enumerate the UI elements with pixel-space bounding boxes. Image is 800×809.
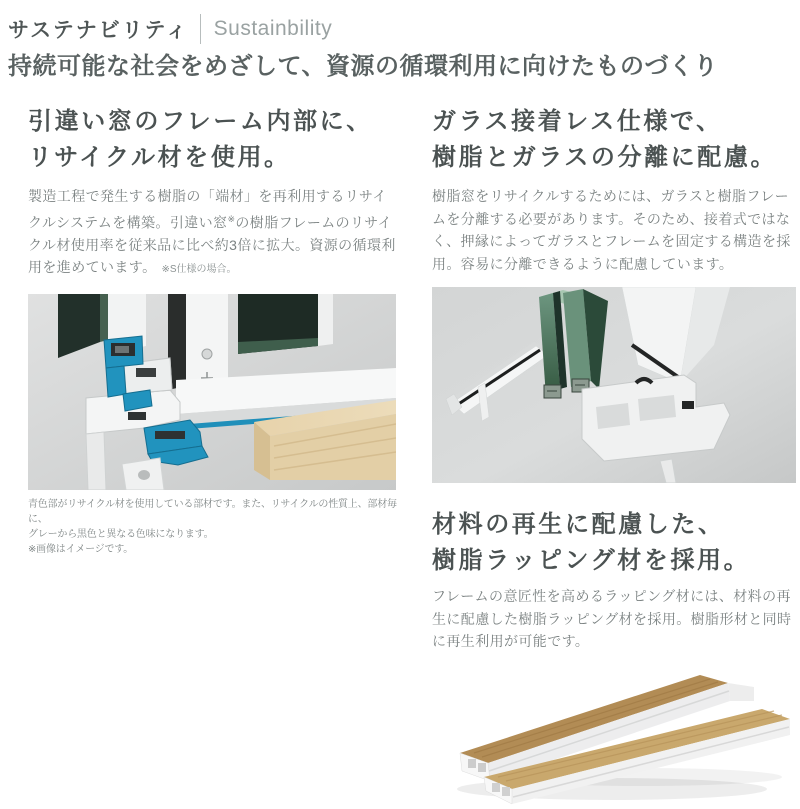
recycled-frame-cutaway-illustration <box>28 294 396 490</box>
recycled-material-body <box>28 185 396 282</box>
body-text: 製造工程で発生する樹脂の「端材」を再利用するリサイクルシステムを構築。引違い窓 <box>28 188 387 231</box>
footnote: ※S仕様の場合。 <box>161 264 237 276</box>
recycled-frame-cutaway-figure <box>28 294 396 490</box>
wood-wrapping-profiles-figure <box>432 659 796 809</box>
page-title-japanese: サステナビリティ <box>8 19 189 42</box>
heading-line-1: ガラス接着レス仕様で、 <box>432 108 723 135</box>
caption-line-3: ※画像はイメージです。 <box>28 543 134 555</box>
heading-line-2: 樹脂ラッピング材を採用。 <box>432 547 751 574</box>
section-glass-separation <box>432 104 796 483</box>
body-text: の樹脂フレームのリサイクル材使用率を従来品に比べ約3倍に拡大。資源の循環利用を進めています。 <box>28 214 396 276</box>
caption-line-2: グレーから黒色と異なる色味になります。 <box>28 528 214 540</box>
wrapping-material-body: フレームの意匠性を高めるラッピング材には、材料の再生に配慮した樹脂ラッピング材を採用。樹脂形材と同時に再生利用が可能です。 <box>432 588 792 649</box>
reference-mark: ※ <box>227 213 236 224</box>
recycled-material-heading <box>28 104 396 176</box>
page-header <box>0 0 800 46</box>
image-caption <box>28 497 408 557</box>
section-wrapping-material <box>432 507 796 809</box>
heading-line-1: 引違い窓のフレーム内部に、 <box>28 108 373 135</box>
wood-wrapping-profiles-illustration <box>432 659 796 809</box>
glass-separation-heading <box>432 104 796 176</box>
right-column <box>432 104 796 809</box>
glass-frame-separation-illustration <box>432 287 796 483</box>
caption-line-1: 青色部がリサイクル材を使用している部材です。また、リサイクルの性質上、部材毎に、 <box>28 498 397 525</box>
section-recycled-material <box>28 104 396 809</box>
heading-line-1: 材料の再生に配慮した、 <box>432 511 725 538</box>
heading-line-2: 樹脂とガラスの分離に配慮。 <box>432 144 778 171</box>
wrapping-material-heading <box>432 507 796 579</box>
page-banner: 持続可能な社会をめざして、資源の循環利用に向けたものづくり <box>8 53 719 80</box>
glass-separation-body: 樹脂窓をリサイクルするためには、ガラスと樹脂フレームを分離する必要があります。そのため、接着式ではなく、押縁によってガラスとフレームを固定する構造を採用。容易に分離できるように配慮しています。 <box>432 188 791 272</box>
content-columns <box>0 104 800 809</box>
glass-frame-separation-figure <box>432 287 796 483</box>
header-divider <box>200 14 201 44</box>
page-title-english: Sustainbility <box>213 17 333 40</box>
heading-line-2: リサイクル材を使用。 <box>28 144 291 171</box>
